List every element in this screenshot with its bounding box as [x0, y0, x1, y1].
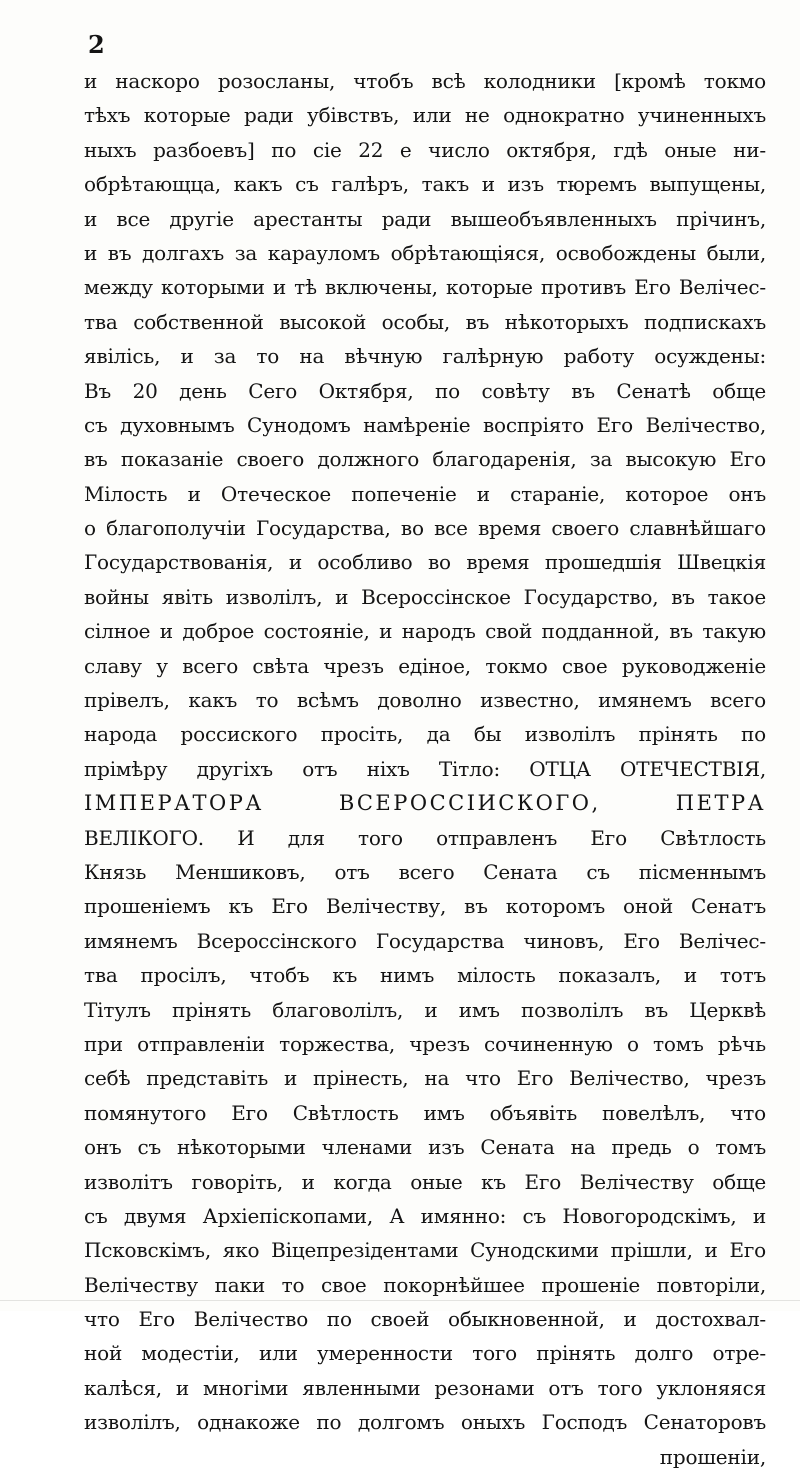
text-line: сілное и доброе состояніе, и народъ свой подданной, въ такую — [84, 619, 766, 644]
text-line: о благополучіи Государства, во все время своего славнѣйшаго — [84, 516, 766, 541]
text-line: Псковскімъ, яко Віцепрезідентами Сунодскими прішли, и Его — [84, 1238, 766, 1263]
text-line: изволітъ говоріть, и когда оные къ Его Велічеству обще — [84, 1169, 766, 1194]
text-line: съ двумя Архіепіскопами, А имянно: съ Новогородскімъ, и — [84, 1203, 766, 1228]
text-line: Мілость и Отеческое попеченіе и стараніе, которое онъ — [84, 481, 766, 506]
text-line: изволілъ, однакоже по долгомъ оныхъ Господъ Сенаторовъ — [84, 1410, 766, 1435]
text-line: народа россиского просіть, да бы изволілъ прінять по — [84, 722, 766, 747]
text-line: ныхъ разбоевъ] по сіе 22 е число октября, гдѣ оные ни- — [84, 137, 766, 162]
text-line: ной модестіи, или умеренности того прінять долго отре- — [84, 1341, 766, 1366]
text-line: имянемъ Всероссінского Государства чиновъ, Его Велічес- — [84, 928, 766, 953]
text-line: онъ съ нѣкоторыми членами изъ Сената на предь о томъ — [84, 1135, 766, 1160]
text-line: Въ 20 день Сего Октября, по совѣту въ Сенатѣ обще — [84, 378, 766, 403]
text-line: калѣся, и многіми явленными резонами отъ того уклоняяся — [84, 1375, 766, 1400]
text-line-final: прошеніи, — [659, 1444, 766, 1469]
text-line: при отправленіи торжества, чрезъ сочиненную о томъ рѣчь — [84, 1031, 766, 1056]
text-line: явілісь, и за то на вѣчную галѣрную работу осуждены: — [84, 344, 766, 369]
text-line: между которыми и тѣ включены, которые противъ Его Велічес- — [84, 275, 766, 300]
text-line: прімѣру другіхъ отъ ніхъ Тітло: ОТЦА ОТЕЧЕСТВІЯ, — [84, 756, 766, 781]
text-line: тва собственной высокой особы, въ нѣкоторыхъ подпискахъ — [84, 309, 766, 334]
text-line: Князь Меншиковъ, отъ всего Сената съ пісменнымъ — [84, 859, 766, 884]
text-line: что Его Велічество по своей обыкновенной, и достохвал- — [84, 1307, 766, 1332]
text-line: помянутого Его Свѣтлость имъ объявіть повелѣлъ, что — [84, 1100, 766, 1125]
text-line: прівелъ, какъ то всѣмъ доволно известно, имянемъ всего — [84, 688, 766, 713]
body-text — [84, 64, 766, 1474]
page-bottom-edge — [0, 1300, 800, 1301]
text-line: и все другіе арестанты ради вышеобъявленныхъ прічинъ, — [84, 206, 766, 231]
text-line: и въ долгахъ за карауломъ обрѣтающіяся, освобождены были, — [84, 240, 766, 265]
page-number: 2 — [88, 30, 105, 59]
text-line: Государствованія, и особливо во время прошедшія Швецкія — [84, 550, 766, 575]
text-line: Тітулъ прінять благоволілъ, и имъ позволілъ въ Церквѣ — [84, 997, 766, 1022]
text-line: войны явіть изволілъ, и Всероссінское Государство, въ такое — [84, 584, 766, 609]
text-line: обрѣтающца, какъ съ галѣръ, такъ и изъ тюремъ выпущены, — [84, 172, 766, 197]
text-line: въ показаніе своего должного благодаренія, за высокую Его — [84, 447, 766, 472]
text-line: и наскоро розосланы, чтобъ всѣ колодники [кромѣ токмо — [84, 69, 766, 93]
text-line: тва просілъ, чтобъ къ нимъ мілость показалъ, и тотъ — [84, 963, 766, 988]
text-line: тѣхъ которые ради убівствъ, или не однократно учиненныхъ — [84, 103, 766, 128]
text-line: себѣ представіть и прінесть, на что Его Велічество, чрезъ — [84, 1066, 766, 1091]
text-line: славу у всего свѣта чрезъ едіное, токмо свое руководженіе — [84, 653, 766, 678]
text-line: ВЕЛІКОГО. И для того отправленъ Его Свѣтлость — [84, 825, 766, 850]
title-line-emperor: ІМПЕРАТОРА ВСЕРОССІИСКОГО, ПЕТРА — [84, 791, 766, 816]
text-line: съ духовнымъ Сунодомъ намѣреніе воспріято Его Велічество, — [84, 412, 766, 437]
text-line: прошеніемъ къ Его Велічеству, въ которомъ оной Сенатъ — [84, 894, 766, 919]
text-line: Велічеству паки то свое покорнѣйшее прошеніе повторіли, — [84, 1272, 766, 1297]
